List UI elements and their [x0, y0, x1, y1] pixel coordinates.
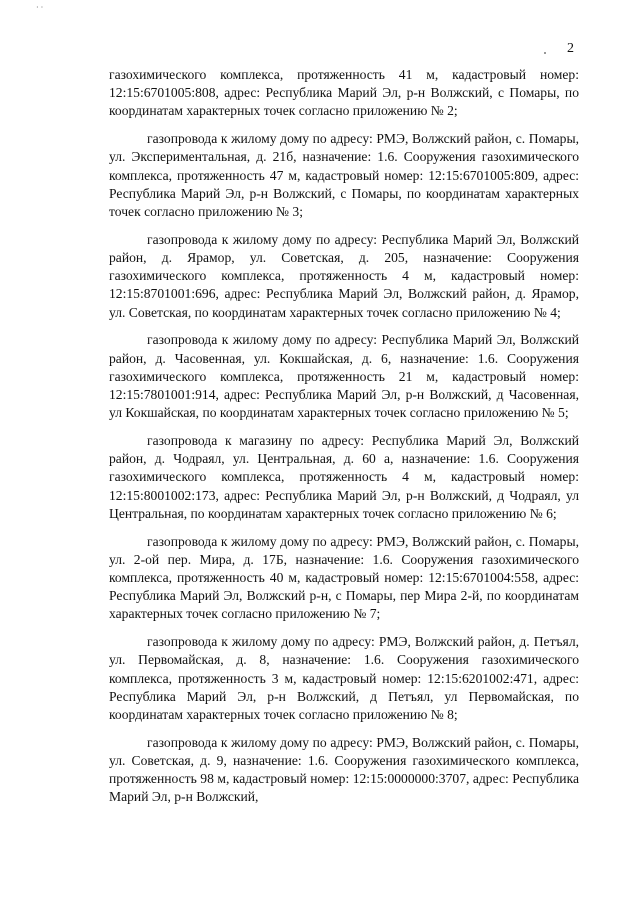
- scan-artifact-dot: [544, 52, 546, 54]
- paragraph-7: газопровода к жилому дому по адресу: РМЭ, Волжский район, д. Петъял, ул. Первомайская, д. 8, назначение: 1.6. Сооружения газохимического комплекса, протяженность 3 м, кадастровый номер: 12:15:6201002:471, адрес: Республика Марий Эл, р-н Волжский, д Петъял, ул Первомайская, по координатам характерных точек согласно приложению № 8;: [109, 634, 579, 723]
- scan-mark: · ·: [36, 3, 44, 12]
- document-body: [109, 66, 579, 816]
- paragraph-6: газопровода к жилому дому по адресу: РМЭ, Волжский район, с. Помары, ул. 2-ой пер. Мира, д. 17Б, назначение: 1.6. Сооружения газохимического комплекса, протяженность 40 м, кадастровый номер: 12:15:6701004:558, адрес: Республика Марий Эл, Волжский р-н, с Помары, пер Мира 2-й, по координатам характерных точек согласно приложению № 7;: [109, 533, 579, 622]
- paragraph-3: газопровода к жилому дому по адресу: Республика Марий Эл, Волжский район, д. Ярамор, ул. Советская, д. 205, назначение: Сооружения газохимического комплекса, протяженность 4 м, кадастровый номер: 12:15:8701001:696, адрес: Республика Марий Эл, Волжский район, д. Ярамор, ул. Советская, по координатам характерных точек согласно приложению № 4;: [109, 231, 579, 320]
- paragraph-2: газопровода к жилому дому по адресу: РМЭ, Волжский район, с. Помары, ул. Экспериментальная, д. 21б, назначение: 1.6. Сооружения газохимического комплекса, протяженность 47 м, кадастровый номер: 12:15:6701005:809, адрес: Республика Марий Эл, р-н Волжский, с Помары, по координатам характерных точек согласно приложению № 3;: [109, 131, 579, 220]
- page-number: 2: [567, 41, 574, 56]
- paragraph-5: газопровода к магазину по адресу: Республика Марий Эл, Волжский район, д. Чодраял, ул. Центральная, д. 60 а, назначение: 1.6. Сооружения газохимического комплекса, протяженность 4 м, кадастровый номер: 12:15:8001002:173, адрес: Республика Марий Эл, р-н Волжский, д Чодраял, ул Центральная, по координатам характерных точек согласно приложению № 6;: [109, 433, 579, 521]
- paragraph-4: газопровода к жилому дому по адресу: Республика Марий Эл, Волжский район, д. Часовенная, ул. Кокшайская, д. 6, назначение: 1.6. Сооружения газохимического комплекса, протяженность 21 м, кадастровый номер: 12:15:7801001:914, адрес: Республика Марий Эл, р-н Волжский, д Часовенная, ул Кокшайская, по координатам характерных точек согласно приложению № 5;: [109, 332, 579, 421]
- paragraph-8: газопровода к жилому дому по адресу: РМЭ, Волжский район, с. Помары, ул. Советская, д. 9, назначение: 1.6. Сооружения газохимического комплекса, протяженность 98 м, кадастровый номер: 12:15:0000000:3707, адрес: Республика Марий Эл, р-н Волжский,: [109, 734, 579, 805]
- paragraph-1: газохимического комплекса, протяженность 41 м, кадастровый номер: 12:15:6701005:808, адрес: Республика Марий Эл, р-н Волжский, с Помары, по координатам характерных точек согласно приложению № 2;: [109, 67, 579, 119]
